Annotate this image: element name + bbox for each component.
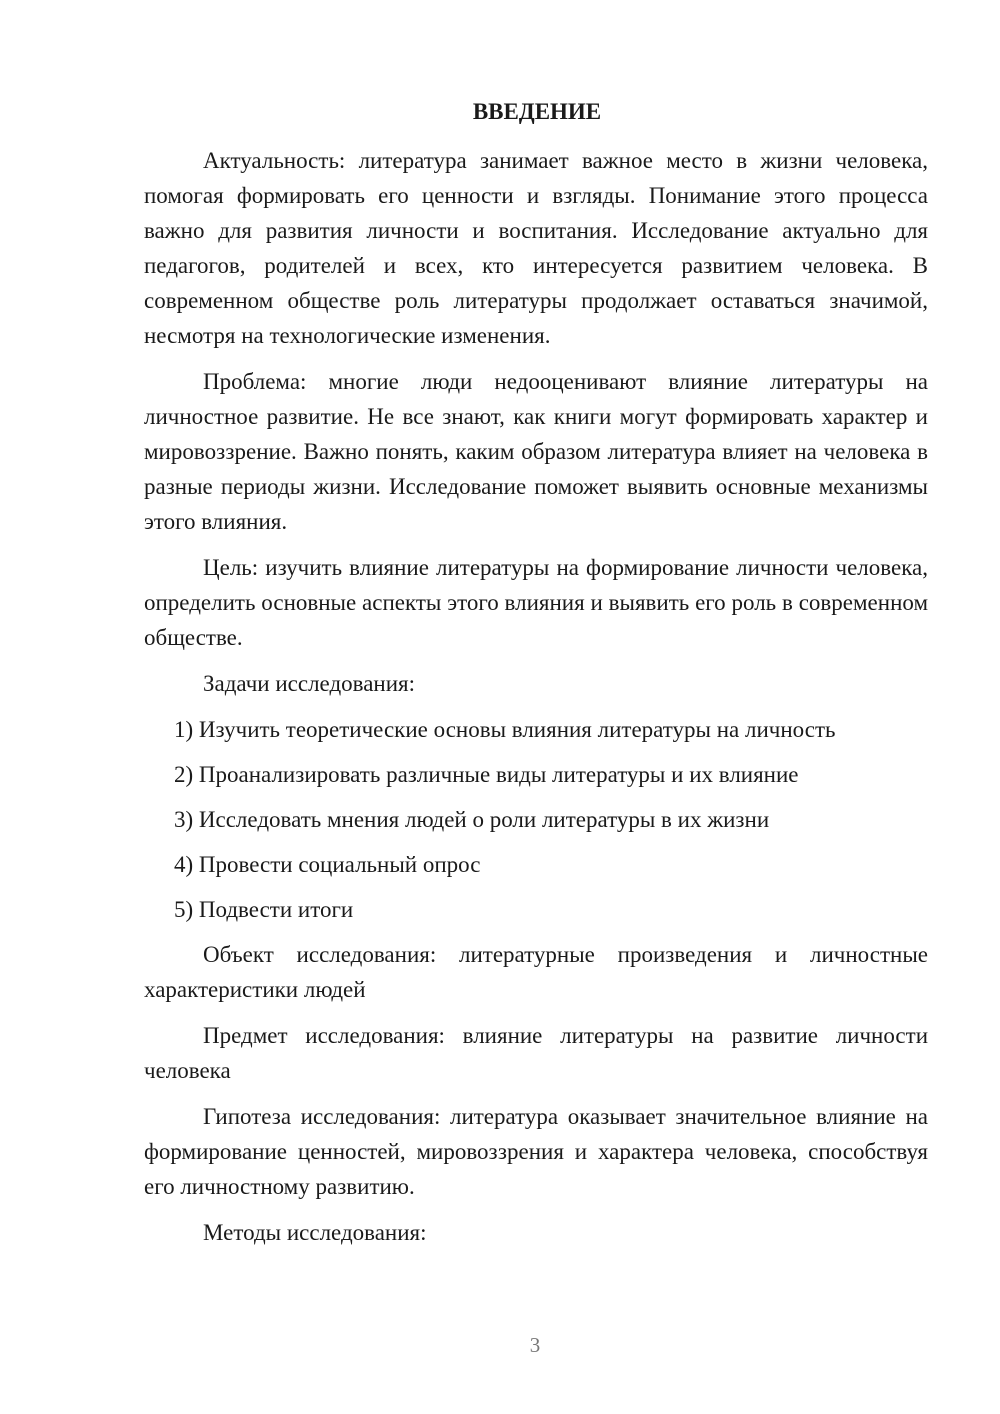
tasks-list: [144, 712, 928, 927]
object-paragraph: Объект исследования: литературные произведения и личностные характеристики людей: [144, 942, 928, 1002]
page-content: [144, 94, 928, 1261]
relevance-paragraph: Актуальность: литература занимает важное место в жизни человека, помогая формировать его ценности и взгляды. Понимание этого процесса важно для развития личности и воспитания. Исследование актуально для педагогов, родителей и всех, кто интересуется развитием человека. В современном обществе роль литературы продолжает оставаться значимой, несмотря на технологические изменения.: [144, 148, 928, 348]
tasks-heading: Задачи исследования:: [203, 671, 416, 696]
subject-paragraph: Предмет исследования: влияние литературы на развитие личности человека: [144, 1023, 928, 1083]
section-heading: ВВЕДЕНИЕ: [472, 99, 602, 124]
task-item-1: 1) Изучить теоретические основы влияния литературы на личность: [174, 717, 836, 742]
task-item-3: 3) Исследовать мнения людей о роли литературы в их жизни: [174, 807, 770, 832]
task-item-4: 4) Провести социальный опрос: [174, 852, 481, 877]
task-item-5: 5) Подвести итоги: [174, 897, 354, 922]
methods-heading: Методы исследования:: [203, 1220, 427, 1245]
hypothesis-paragraph: Гипотеза исследования: литература оказывает значительное влияние на формирование ценностей, мировоззрения и характера человека, способствуя его личностному развитию.: [144, 1104, 928, 1199]
task-item-2: 2) Проанализировать различные виды литературы и их влияние: [174, 762, 799, 787]
page-number: 3: [529, 1333, 541, 1357]
goal-paragraph: Цель: изучить влияние литературы на формирование личности человека, определить основные аспекты этого влияния и выявить его роль в современном обществе.: [144, 555, 928, 650]
problem-paragraph: Проблема: многие люди недооценивают влияние литературы на личностное развитие. Не все знают, как книги могут формировать характер и мировоззрение. Важно понять, каким образом литература влияет на человека в разные периоды жизни. Исследование поможет выявить основные механизмы этого влияния.: [144, 369, 928, 534]
